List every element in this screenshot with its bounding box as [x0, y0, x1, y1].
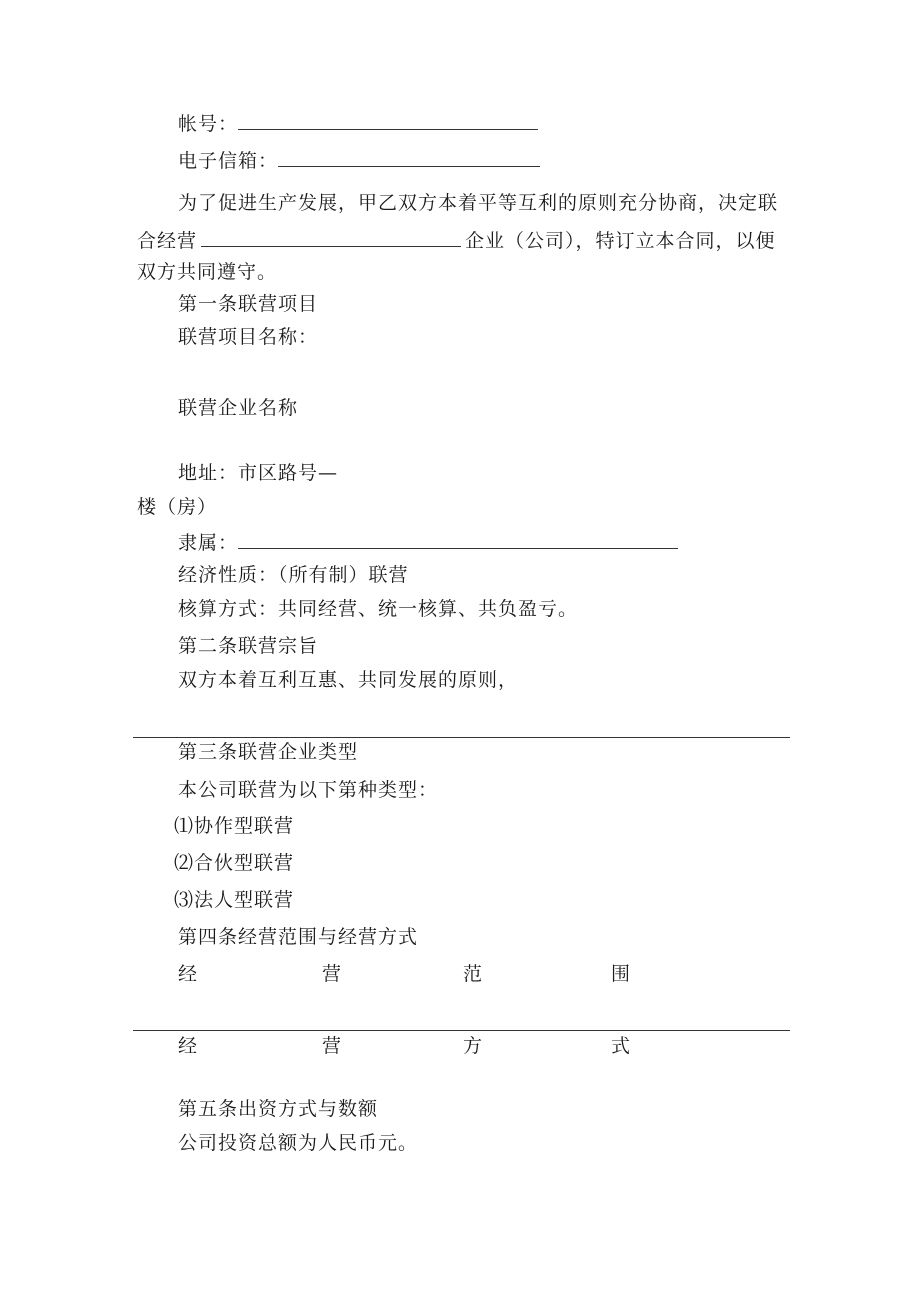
email-row: [178, 148, 540, 173]
article-5-text: 公司投资总额为人民币元。: [178, 1132, 419, 1154]
scope-char-2: 营: [322, 963, 342, 985]
article-5-title: 第五条出资方式与数额: [178, 1098, 379, 1120]
type-item-1: ⑴协作型联营: [174, 815, 295, 837]
enterprise-name-label: 联营企业名称: [178, 397, 299, 419]
type-item-3: ⑶法人型联营: [174, 889, 295, 911]
section-rule-2: [133, 1030, 790, 1031]
intro-line-2-suffix: 企业（公司），特订立本合同，以便: [465, 230, 776, 252]
intro-line-1: 为了促进生产发展，甲乙双方本着平等互利的原则充分协商，决定联: [178, 192, 779, 214]
account-row: [178, 111, 538, 136]
accounting-method: 核算方式：共同经营、统一核算、共负盈亏。: [178, 598, 579, 620]
project-name-label: 联营项目名称：: [178, 326, 319, 348]
article-2-text: 双方本着互利互惠、共同发展的原则，: [178, 669, 519, 691]
scope-char-1: 经: [178, 963, 198, 985]
address-line-1: 地址：市区路号—: [178, 462, 339, 484]
address-line-2: 楼（房）: [137, 496, 218, 518]
method-char-1: 经: [178, 1035, 198, 1057]
affiliation-blank: [238, 530, 678, 549]
scope-char-3: 范: [463, 963, 483, 985]
article-2-title: 第二条联营宗旨: [178, 635, 319, 657]
economic-nature: 经济性质：（所有制）联营: [178, 564, 409, 586]
account-blank: [238, 111, 538, 130]
intro-line-2-prefix: 合经营: [137, 230, 198, 252]
method-char-4: 式: [611, 1035, 631, 1057]
method-char-2: 营: [322, 1035, 342, 1057]
intro-line-2: [137, 228, 776, 253]
article-4-title: 第四条经营范围与经营方式: [178, 926, 419, 948]
section-rule-1: [133, 737, 790, 738]
article-3-intro: 本公司联营为以下第种类型：: [178, 779, 439, 801]
article-3-title: 第三条联营企业类型: [178, 741, 359, 763]
email-label: 电子信箱：: [178, 150, 279, 172]
method-char-3: 方: [463, 1035, 483, 1057]
type-item-2: ⑵合伙型联营: [174, 852, 295, 874]
joint-venture-blank: [201, 228, 461, 247]
scope-char-4: 围: [611, 963, 631, 985]
affiliation-row: [178, 530, 678, 555]
intro-line-3: 双方共同遵守。: [137, 261, 278, 283]
affiliation-label: 隶属：: [178, 532, 239, 554]
account-label: 帐号：: [178, 113, 239, 135]
article-1-title: 第一条联营项目: [178, 293, 319, 315]
email-blank: [278, 148, 540, 167]
